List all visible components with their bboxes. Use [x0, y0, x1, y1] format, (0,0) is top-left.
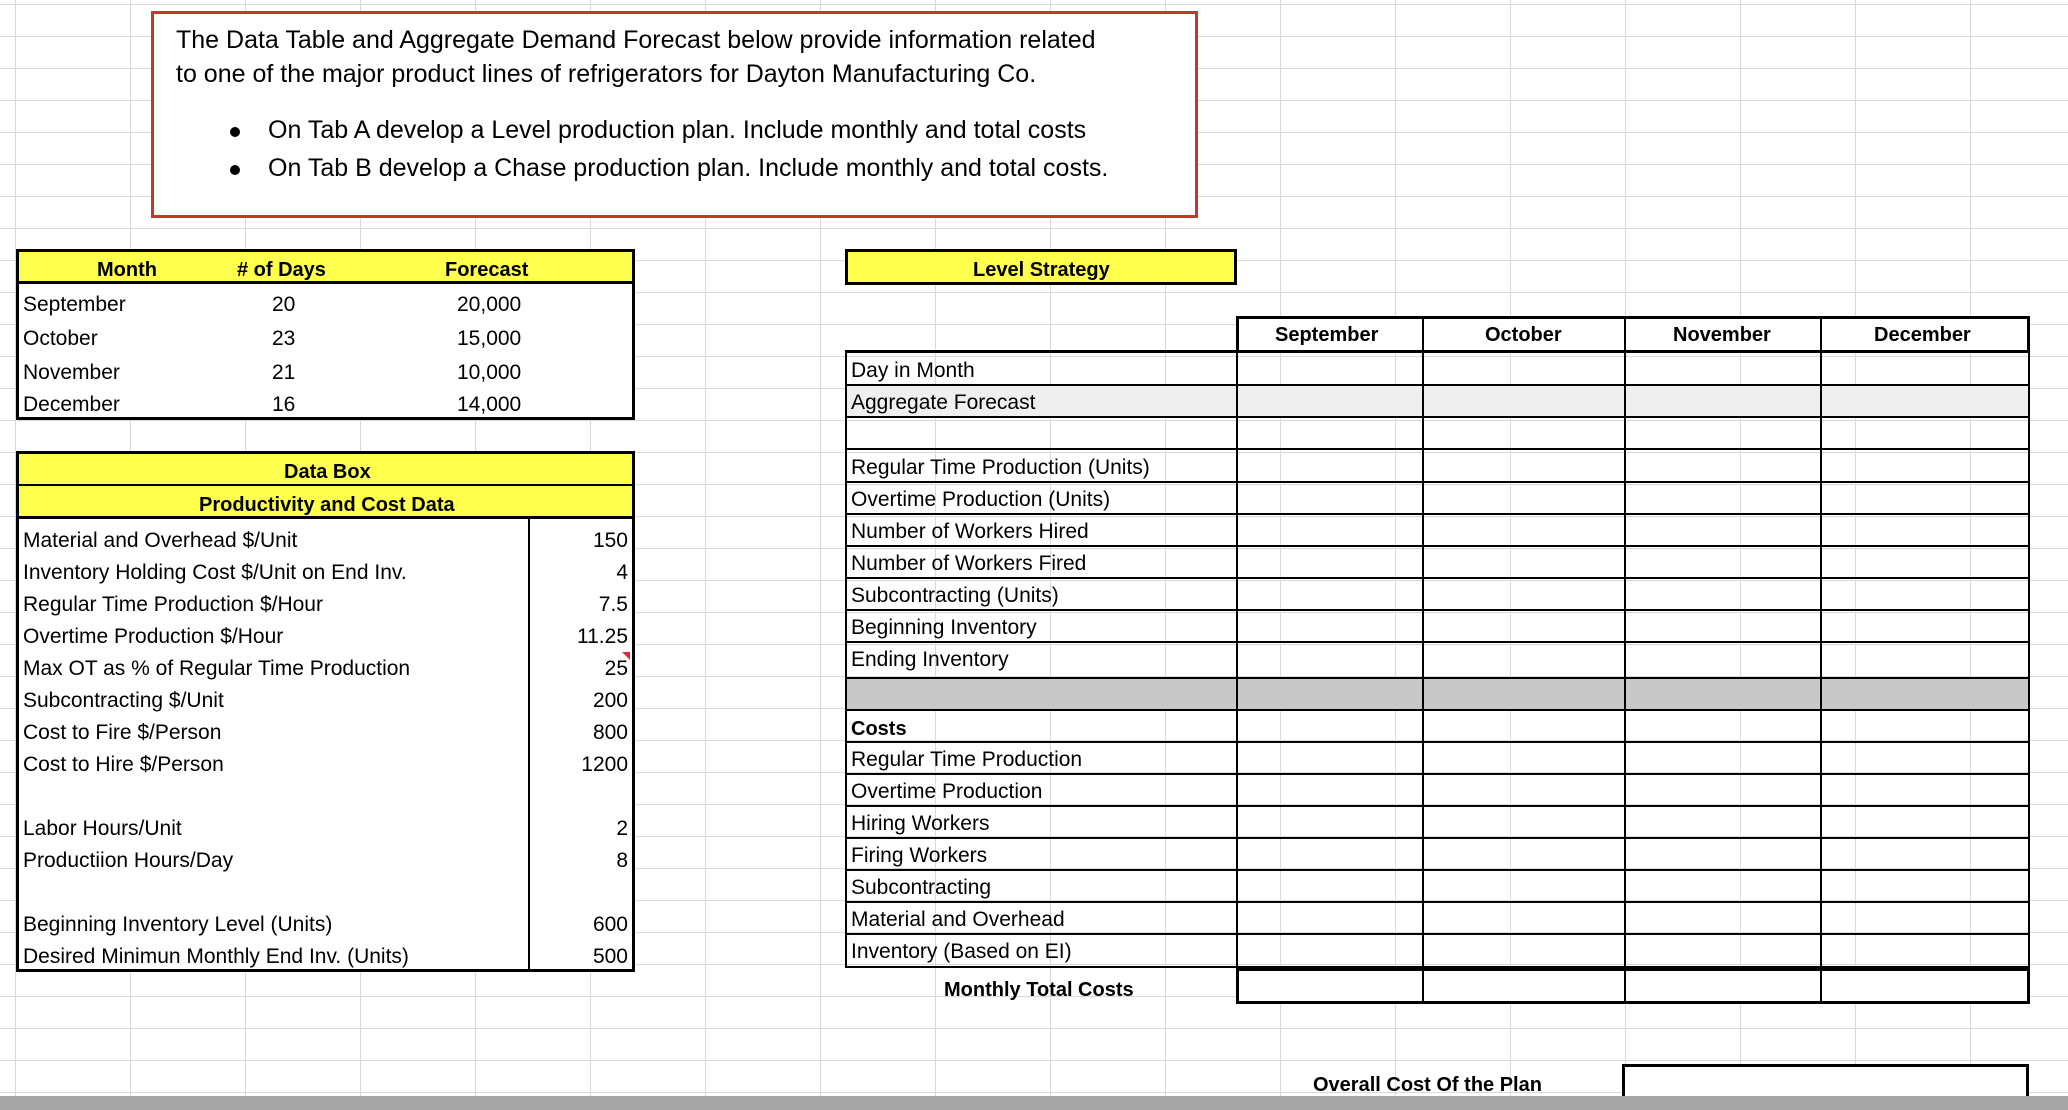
data-label: Productiion Hours/Day [23, 849, 234, 872]
data-label: Beginning Inventory Level (Units) [23, 913, 333, 936]
data-label: Cost to Hire $/Person [23, 753, 224, 776]
separator-row [847, 679, 2028, 709]
data-label: Desired Minimun Monthly End Inv. (Units) [23, 945, 409, 968]
forecast-cell-days[interactable]: 16 [272, 393, 296, 416]
comment-indicator-icon[interactable] [622, 652, 630, 660]
bullet-icon [230, 165, 240, 175]
level-strategy-title-box [845, 249, 1237, 285]
row-label: Inventory (Based on EI) [851, 940, 1072, 963]
data-value[interactable]: 800 [592, 721, 628, 744]
row-label: Number of Workers Fired [851, 552, 1087, 575]
level-strategy-grid [845, 316, 2030, 1006]
row-label: Hiring Workers [851, 812, 990, 835]
forecast-cell-forecast[interactable]: 10,000 [457, 361, 522, 384]
bullet-icon [230, 127, 240, 137]
data-label: Subcontracting $/Unit [23, 689, 224, 712]
forecast-table [16, 249, 635, 420]
data-box [16, 451, 635, 972]
row-label: Material and Overhead [851, 908, 1065, 931]
forecast-header-days: # of Days [237, 259, 326, 281]
month-header: December [1874, 324, 1971, 346]
data-box-divider [528, 519, 530, 972]
data-box-title: Data Box [284, 461, 371, 483]
forecast-cell-month[interactable]: September [23, 293, 126, 316]
forecast-cell-month[interactable]: December [23, 393, 120, 416]
data-value[interactable]: 8 [616, 849, 628, 872]
row-label-aggregate-forecast: Aggregate Forecast [851, 391, 1036, 414]
forecast-cell-month[interactable]: October [23, 327, 98, 350]
forecast-header-forecast: Forecast [445, 259, 529, 281]
level-strategy-body [845, 350, 2030, 968]
data-value[interactable]: 200 [592, 689, 628, 712]
data-label: Labor Hours/Unit [23, 817, 182, 840]
forecast-cell-forecast[interactable]: 20,000 [457, 293, 522, 316]
instructions-bullet-2: On Tab B develop a Chase production plan. Include monthly and total costs. [268, 154, 1109, 182]
month-header: November [1673, 324, 1771, 346]
forecast-cell-days[interactable]: 21 [272, 361, 296, 384]
month-header: October [1485, 324, 1562, 346]
row-label: Subcontracting (Units) [851, 584, 1059, 607]
data-label: Regular Time Production $/Hour [23, 593, 323, 616]
instructions-box [151, 11, 1198, 218]
data-value[interactable]: 1200 [581, 753, 628, 776]
data-label: Material and Overhead $/Unit [23, 529, 298, 552]
monthly-total-label: Monthly Total Costs [944, 979, 1134, 1001]
data-value[interactable]: 500 [592, 945, 628, 968]
forecast-cell-forecast[interactable]: 14,000 [457, 393, 522, 416]
row-label: Subcontracting [851, 876, 992, 899]
forecast-header-month: Month [97, 259, 157, 281]
row-label: Firing Workers [851, 844, 988, 867]
row-label: Overtime Production [851, 780, 1043, 803]
row-label-costs: Costs [851, 718, 907, 740]
data-value[interactable]: 7.5 [598, 593, 628, 616]
level-strategy-title: Level Strategy [973, 259, 1110, 281]
data-value[interactable]: 11.25 [577, 625, 628, 648]
instructions-line-1: The Data Table and Aggregate Demand Forecast below provide information related [176, 26, 1096, 54]
data-label: Inventory Holding Cost $/Unit on End Inv. [23, 561, 407, 584]
row-label: Number of Workers Hired [851, 520, 1089, 543]
data-box-subtitle: Productivity and Cost Data [199, 494, 455, 516]
row-label: Regular Time Production (Units) [851, 456, 1150, 479]
row-label-day-in-month: Day in Month [851, 359, 975, 382]
row-label: Regular Time Production [851, 748, 1083, 771]
data-label: Overtime Production $/Hour [23, 625, 284, 648]
data-label: Cost to Fire $/Person [23, 721, 222, 744]
overall-cost-label: Overall Cost Of the Plan [1313, 1074, 1542, 1096]
data-value[interactable]: 150 [592, 529, 628, 552]
month-header: September [1275, 324, 1379, 346]
row-label: Beginning Inventory [851, 616, 1037, 639]
instructions-bullet-1: On Tab A develop a Level production plan. Include monthly and total costs [268, 116, 1087, 144]
data-value[interactable]: 2 [616, 817, 628, 840]
monthly-total-row[interactable] [1236, 968, 2030, 1004]
forecast-cell-days[interactable]: 20 [272, 293, 296, 316]
row-label: Ending Inventory [851, 648, 1009, 671]
data-value[interactable]: 600 [592, 913, 628, 936]
bottom-bar [0, 1096, 2068, 1110]
data-label: Max OT as % of Regular Time Production [23, 657, 411, 680]
data-value[interactable]: 4 [616, 561, 628, 584]
forecast-cell-forecast[interactable]: 15,000 [457, 327, 522, 350]
forecast-cell-days[interactable]: 23 [272, 327, 296, 350]
row-label: Overtime Production (Units) [851, 488, 1111, 511]
instructions-line-2: to one of the major product lines of refrigerators for Dayton Manufacturing Co. [176, 60, 1037, 88]
forecast-cell-month[interactable]: November [23, 361, 120, 384]
data-value[interactable]: 25 [604, 657, 628, 680]
